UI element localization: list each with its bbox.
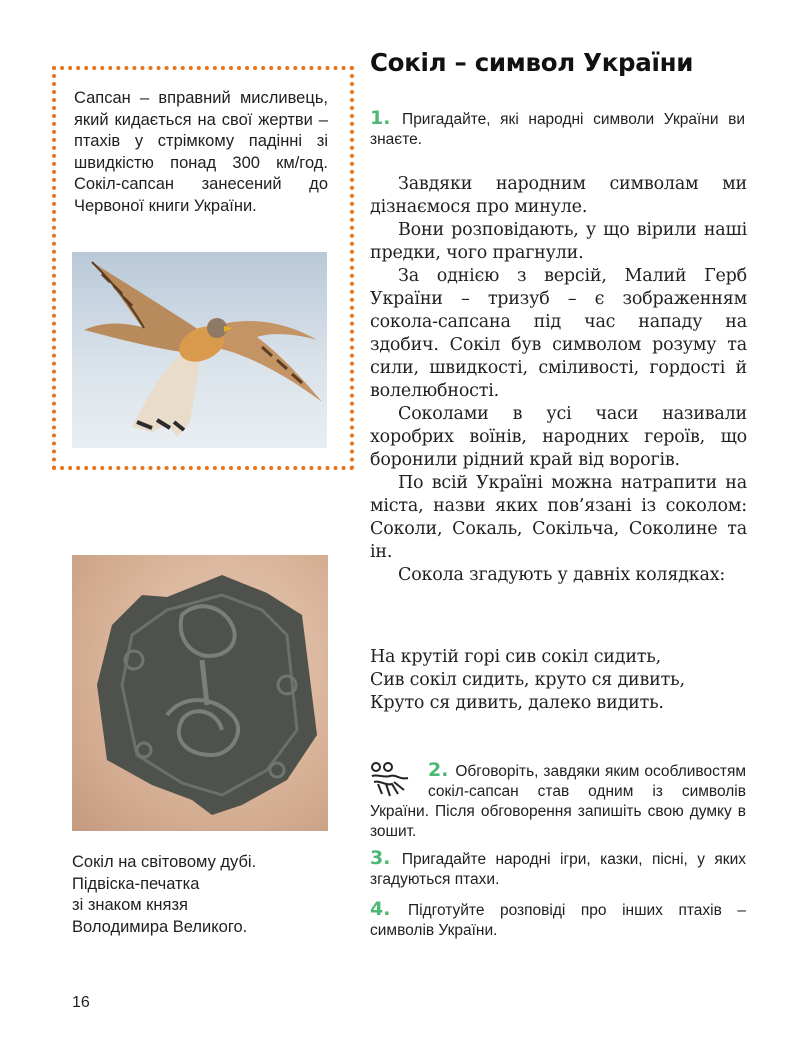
seal-caption-line: зі знаком князя: [72, 896, 188, 914]
task-3: [370, 848, 746, 890]
seal-caption-line: Підвіска-печатка: [72, 874, 200, 893]
task-number: 2.: [428, 759, 449, 781]
body-paragraph: Вони розповідають, у що вірили наші предки, чого прагнули.: [370, 220, 747, 263]
poem-line: На крутій горі сив сокіл сидить,: [370, 647, 661, 667]
body-paragraph: Завдяки народним символам ми дізнаємося про минуле.: [370, 174, 747, 217]
seal-caption: [72, 852, 342, 938]
info-box-text: Сапсан – вправний мисливець, який кидається на свої жертви – птахів у стрімкому падінні зі швидкістю понад 300 км/год. Сокіл-сапсан занесений до Червоної книги України.: [74, 89, 328, 215]
task-2: [370, 760, 746, 842]
page-title: Сокіл – символ України: [370, 48, 694, 77]
seal-caption-line: Володимира Великого.: [72, 917, 248, 936]
body-paragraph: Соколами в усі часи називали хоробрих воїнів, народних героїв, що боронили рідний край від ворогів.: [370, 404, 747, 470]
body-paragraph: За однією з версій, Малий Герб України – тризуб – є зображенням сокола-сапсана під час нападу на здобич. Сокіл був символом розуму та сили, швидкості, сміливості, гордості й волелюбності.: [370, 266, 747, 401]
body-text: [370, 173, 747, 587]
page-number: 16: [72, 994, 90, 1011]
seal-caption-line: Сокіл на світовому дубі.: [72, 853, 257, 871]
task-number: 4.: [370, 898, 391, 920]
falcon-photo: [72, 252, 327, 448]
task-number: 1.: [370, 107, 391, 129]
body-paragraph: По всій Україні можна натрапити на міста, назви яких пов’язані із соколом: Соколи, Сокаль, Сокільча, Соколине та ін.: [370, 473, 747, 562]
falcon-illustration: [72, 252, 327, 448]
seal-pendant-photo: [72, 555, 328, 831]
body-paragraph: Сокола згадують у давніх колядках:: [398, 565, 726, 585]
task-1: [370, 108, 745, 150]
task-4: [370, 899, 746, 941]
task-text: Підготуйте розповіді про інших птахів – символів України.: [370, 902, 746, 939]
task-text: Обговоріть, завдяки яким особливостям сокіл-сапсан став одним із символів України. Після обговорення запишіть свою думку в зошит.: [370, 763, 746, 840]
task-text: Пригадайте, які народні символи України ви знаєте.: [370, 111, 745, 148]
task-number: 3.: [370, 847, 391, 869]
task-text: Пригадайте народні ігри, казки, пісні, у яких згадуються птахи.: [370, 851, 746, 888]
poem: [370, 646, 750, 715]
seal-pendant-illustration: [72, 555, 328, 831]
poem-line: Сив сокіл сидить, круто ся дивить,: [370, 670, 685, 690]
poem-line: Круто ся дивить, далеко видить.: [370, 693, 664, 713]
